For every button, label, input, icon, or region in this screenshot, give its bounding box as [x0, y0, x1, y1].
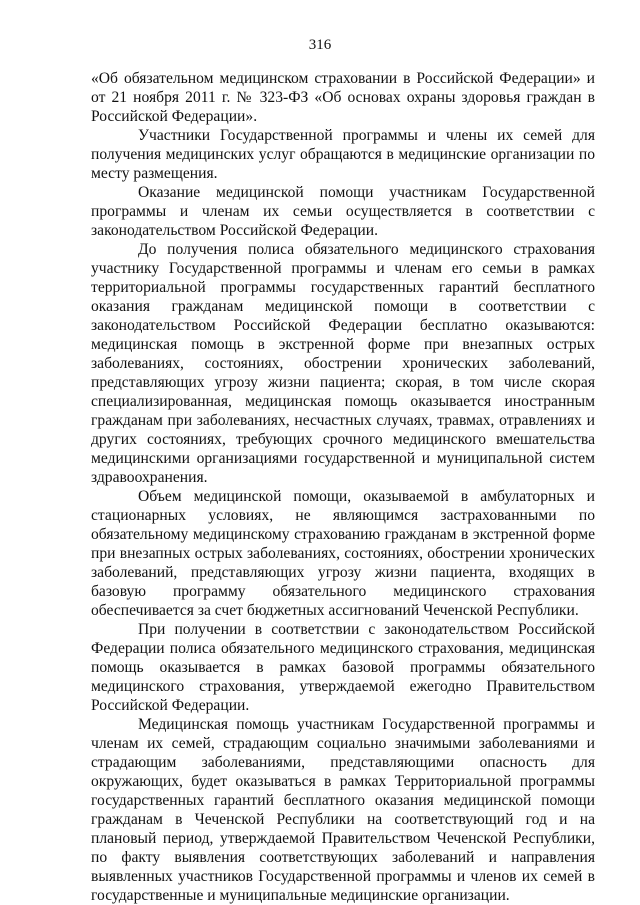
page-number: 316	[308, 37, 332, 53]
paragraph-medical-assistance: Оказание медицинской помощи участникам Государственной программы и членам их семьи осуществляется в соответствии с законодательством Российской Федерации.	[91, 184, 595, 239]
paragraph-after-insurance-policy: При получении в соответствии с законодательством Российской Федерации полиса обязательного медицинского страхования, медицинская помощь оказывается в рамках базовой программы обязательного медицинского страхования, утверждаемой ежегодно Правительством Российской Федерации.	[91, 621, 595, 714]
paragraph-continuation: «Об обязательном медицинском страховании в Российской Федерации» и от 21 ноября 2011 г. № 323-ФЗ «Об основах охраны здоровья граждан в Российской Федерации».	[91, 70, 595, 125]
paragraph-participants-services: Участники Государственной программы и члены их семей для получения медицинских услуг обращаются в медицинские организации по месту размещения.	[91, 127, 595, 182]
paragraph-volume-of-assistance: Объем медицинской помощи, оказываемой в амбулаторных и стационарных условиях, не являющимся застрахованными по обязательному медицинскому страхованию гражданам в экстренной форме при внезапных острых заболеваниях, состояниях, обострении хронических заболеваний, представляющих угрозу жизни пациента, входящих в базовую программу обязательного медицинского страхования обеспечивается за счет бюджетных ассигнований Чеченской Республики.	[91, 488, 595, 619]
body-text	[91, 69, 595, 905]
paragraph-before-insurance-policy: До получения полиса обязательного медицинского страхования участнику Государственной программы и членам его семьи в рамках территориальной программы государственных гарантий бесплатного оказания гражданам медицинской помощи в соответствии с законодательством Российской Федерации бесплатно оказываются: медицинская помощь в экстренной форме при внезапных острых заболеваниях, состояниях, обострении хронических заболеваний, представляющих угрозу жизни пациента; скорая, в том числе скорая специализированная, медицинская помощь оказывается иностранным гражданам при заболеваниях, несчастных случаях, травмах, отравлениях и других состояниях, требующих срочного медицинского вмешательства медицинскими организациями государственной и муниципальной систем здравоохранения.	[91, 241, 595, 486]
paragraph-socially-significant-diseases: Медицинская помощь участникам Государственной программы и членам их семей, страдающим социально значимыми заболеваниями и страдающим заболеваниями, представляющими опасность для окружающих, будет оказываться в рамках Территориальной программы государственных гарантий бесплатного оказания медицинской помощи гражданам в Чеченской Республики на соответствующий год и на плановый период, утверждаемой Правительством Чеченской Республики, по факту выявления соответствующих заболеваний и направления выявленных участников Государственной программы и членов их семей в государственные и муниципальные медицинские организации.	[91, 716, 595, 904]
